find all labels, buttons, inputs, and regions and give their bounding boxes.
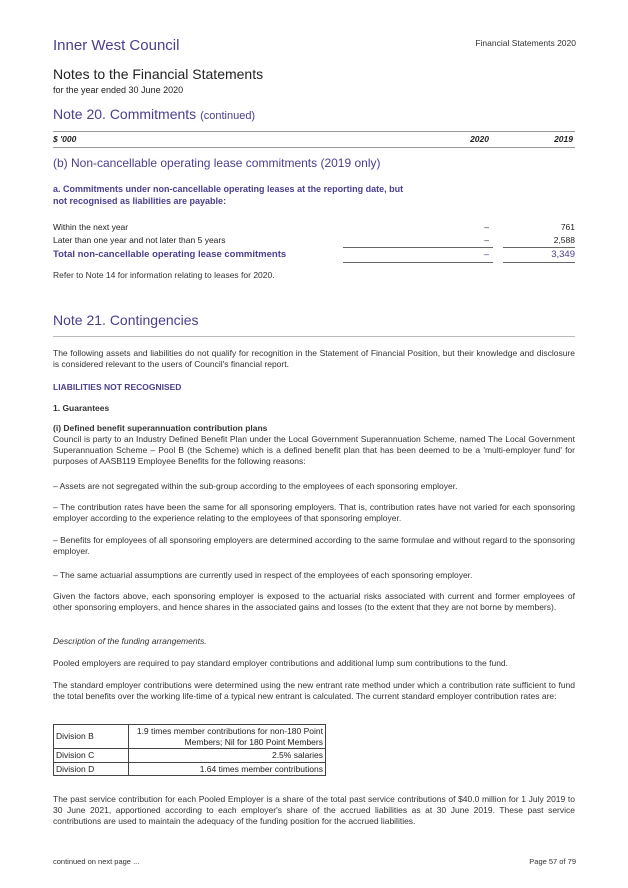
section-divider — [53, 336, 575, 337]
reason-4: – The same actuarial assumptions are currently used in respect of the employees of each sponsoring employer. — [53, 570, 473, 580]
reason-1: – Assets are not segregated within the sub-group according to the employees of each sponsoring employer. — [53, 481, 458, 491]
total-row — [53, 249, 575, 262]
contribution-rates-table — [53, 724, 326, 776]
table-row — [54, 749, 326, 763]
division-cell: Division D — [54, 762, 129, 776]
total-rule-2019 — [503, 262, 575, 263]
plan-paragraph: Council is party to an Industry Defined Benefit Plan under the Local Government Superannuation Scheme, named The Local Government Superannuation Scheme – Pool B (the Scheme) which is a defined benefit plan that has been deemed to be a 'multi-employer fund' for purposes of AASB119 Employee Benefits for the following reasons: — [53, 434, 575, 466]
rate-cell: 2.5% salaries — [129, 749, 326, 763]
note21-title: Note 21. Contingencies — [53, 312, 199, 328]
subtotal-rule-2020 — [343, 247, 493, 248]
subtotal-rule-2019 — [503, 247, 575, 248]
funding-description-heading: Description of the funding arrangements. — [53, 636, 207, 646]
refer-note: Refer to Note 14 for information relating to leases for 2020. — [53, 270, 275, 280]
liabilities-heading: LIABILITIES NOT RECOGNISED — [53, 382, 182, 392]
note20-title — [53, 106, 255, 122]
plan-heading: (i) Defined benefit superannuation contribution plans — [53, 423, 268, 433]
note21-intro: The following assets and liabilities do not qualify for recognition in the Statement of Financial Position, but their knowledge and disclosure is considered relevant to the users of Council's financial report. — [53, 348, 575, 369]
row-value-2020: – — [484, 222, 489, 232]
organization-name: Inner West Council — [53, 37, 180, 54]
total-value-2019: 3,349 — [551, 249, 575, 260]
note20-continued: (continued) — [200, 110, 256, 122]
rate-cell: 1.9 times member contributions for non-180 Point Members; Nil for 180 Point Members — [129, 725, 326, 749]
reason-3: – Benefits for employees of all sponsoring employers are determined according to the same formulae and without regard to the sponsoring employer. — [53, 535, 575, 556]
section-b-heading: (b) Non-cancellable operating lease commitments (2019 only) — [53, 156, 381, 170]
table-row — [54, 725, 326, 749]
row-value-2019: 2,588 — [553, 235, 575, 245]
column-header-row — [53, 131, 575, 148]
year-2019-header: 2019 — [554, 134, 573, 144]
guarantees-heading: 1. Guarantees — [53, 403, 110, 413]
standard-paragraph: The standard employer contributions were determined using the new entrant rate method under which a contribution rate sufficient to fund the total benefits over the working life-time of a typical new entrant is calculated. The current standard employer contribution rates are: — [53, 680, 575, 701]
total-label: Total non-cancellable operating lease commitments — [53, 249, 287, 260]
row-value-2020: – — [484, 235, 489, 245]
table-row — [54, 762, 326, 776]
note20-title-text: Note 20. Commitments — [53, 106, 197, 122]
total-value-2020: – — [483, 249, 489, 260]
continued-label: continued on next page ... — [53, 857, 140, 866]
pooled-paragraph: Pooled employers are required to pay standard employer contributions and additional lump sum contributions to the fund. — [53, 658, 509, 668]
row-value-2019: 761 — [560, 222, 575, 232]
past-service-paragraph: The past service contribution for each Pooled Employer is a share of the total past service contributions of $40.0 million for 1 July 2019 to 30 June 2021, apportioned according to each employer's share of the accrued liabilities as at 30 June 2019. These past service contributions are used to maintain the adequacy of the funding position for the accrued liabilities. — [53, 794, 575, 826]
unit-header: $ '000 — [53, 134, 77, 144]
reason-2: – The contribution rates have been the same for all sponsoring employers. That is, contribution rates have not varied for each sponsoring employer according to the experience relating to the employees of that sponsoring employer. — [53, 502, 575, 523]
lease-row — [53, 235, 575, 248]
total-rule-2020 — [343, 262, 493, 263]
page-title: Notes to the Financial Statements — [53, 66, 264, 82]
section-a-heading: a. Commitments under non-cancellable operating leases at the reporting date, but not recognised as liabilities are payable: — [53, 184, 404, 206]
rate-cell: 1.64 times member contributions — [129, 762, 326, 776]
statement-label: Financial Statements 2020 — [475, 38, 576, 48]
division-cell: Division B — [54, 725, 129, 749]
row-label: Later than one year and not later than 5 years — [53, 235, 226, 245]
given-paragraph: Given the factors above, each sponsoring employer is exposed to the actuarial risks associated with current and former employees of other sponsoring employers, and hence shares in the associated gains and losses (to the extent that they are not borne by members). — [53, 591, 575, 612]
row-label: Within the next year — [53, 222, 129, 232]
page-number: Page 57 of 79 — [529, 857, 576, 866]
lease-row — [53, 222, 575, 235]
division-cell: Division C — [54, 749, 129, 763]
period-label: for the year ended 30 June 2020 — [53, 85, 184, 95]
year-2020-header: 2020 — [470, 134, 489, 144]
